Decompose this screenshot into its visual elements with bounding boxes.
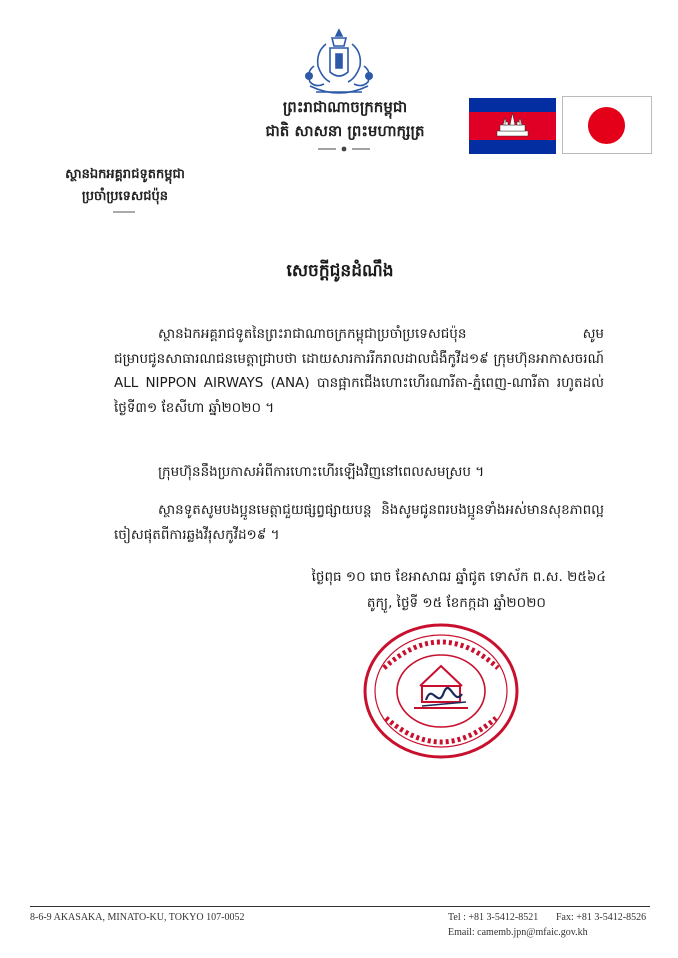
cambodia-flag-icon (469, 98, 556, 154)
notice-paragraph: ក្រុមហ៊ុននឹងប្រកាសអំពីការហោះហើរឡើងវិញនៅពេលសមស្រប ។ (158, 464, 485, 480)
national-motto: ជាតិ សាសនា ព្រះមហាក្សត្រ (265, 122, 425, 140)
paragraph-text: ស្ថានទូតសូមបងប្អូនមេត្តាជួយផ្សព្វផ្សាយបន្ត និងសូមជូនពរបងប្អូនទាំងអស់មានសុខភាពល្អ ចៀសផុតពីការឆ្លងវីរុសកូវីដ១៩ ។ (114, 502, 604, 543)
fax-number: Fax: +81 3-5412-8526 (556, 912, 647, 923)
royal-arms-emblem-icon (296, 26, 382, 102)
japan-sun-disc (588, 107, 625, 144)
kingdom-name: ព្រះរាជាណាចក្រកម្ពុជា (282, 98, 408, 116)
embassy-location: ប្រចាំប្រទេសជប៉ុន (81, 189, 169, 204)
ornament-divider-icon (316, 146, 372, 152)
japan-flag-icon (562, 96, 652, 154)
telephone-number: Tel : +81 3-5412-8521 (448, 912, 539, 923)
gregorian-date: តូក្យូ, ថ្ងៃទី ១៥ ខែកក្កដា ឆ្នាំ២០២០ (366, 595, 546, 611)
lunar-date: ថ្ងៃពុធ ១០ រោច ខែអាសាឍ ឆ្នាំជូត ទោស័ក ព.ស. ២៥៦៤ (311, 569, 606, 585)
notice-title: សេចក្ដីជូនដំណឹង (286, 261, 394, 281)
footer-divider (30, 906, 650, 907)
ornament-divider-icon (112, 210, 136, 214)
notice-paragraph (114, 322, 604, 420)
notice-paragraph (114, 498, 604, 547)
email-address: Email: camemb.jpn@mfaic.gov.kh (448, 927, 588, 938)
embassy-name: ស្ថានឯកអគ្គរាជទូតកម្ពុជា (65, 167, 185, 182)
paragraph-text: ស្ថានឯកអគ្គរាជទូតនៃព្រះរាជាណាចក្រកម្ពុជាប្រចាំប្រទេសជប៉ុន សូមជម្រាបជូនសាធារណជនមេត្តាជ្រាបថា ដោយសារការរីករាលដាលជំងឺកូវីដ១៩ ក្រុមហ៊ុនអាកាសចរណ៍ ALL NIPPON AIRWAYS (ANA) បានផ្អាកជើងហោះហើរណារីតា-ភ្នំពេញ-ណារីតា រហូតដល់ថ្ងៃទី៣១ ខែសីហា ឆ្នាំ២០២០ ។ (114, 326, 604, 416)
embassy-address: 8-6-9 AKASAKA, MINATO-KU, TOKYO 107-0052 (30, 912, 245, 923)
official-seal-stamp-icon (362, 622, 520, 760)
